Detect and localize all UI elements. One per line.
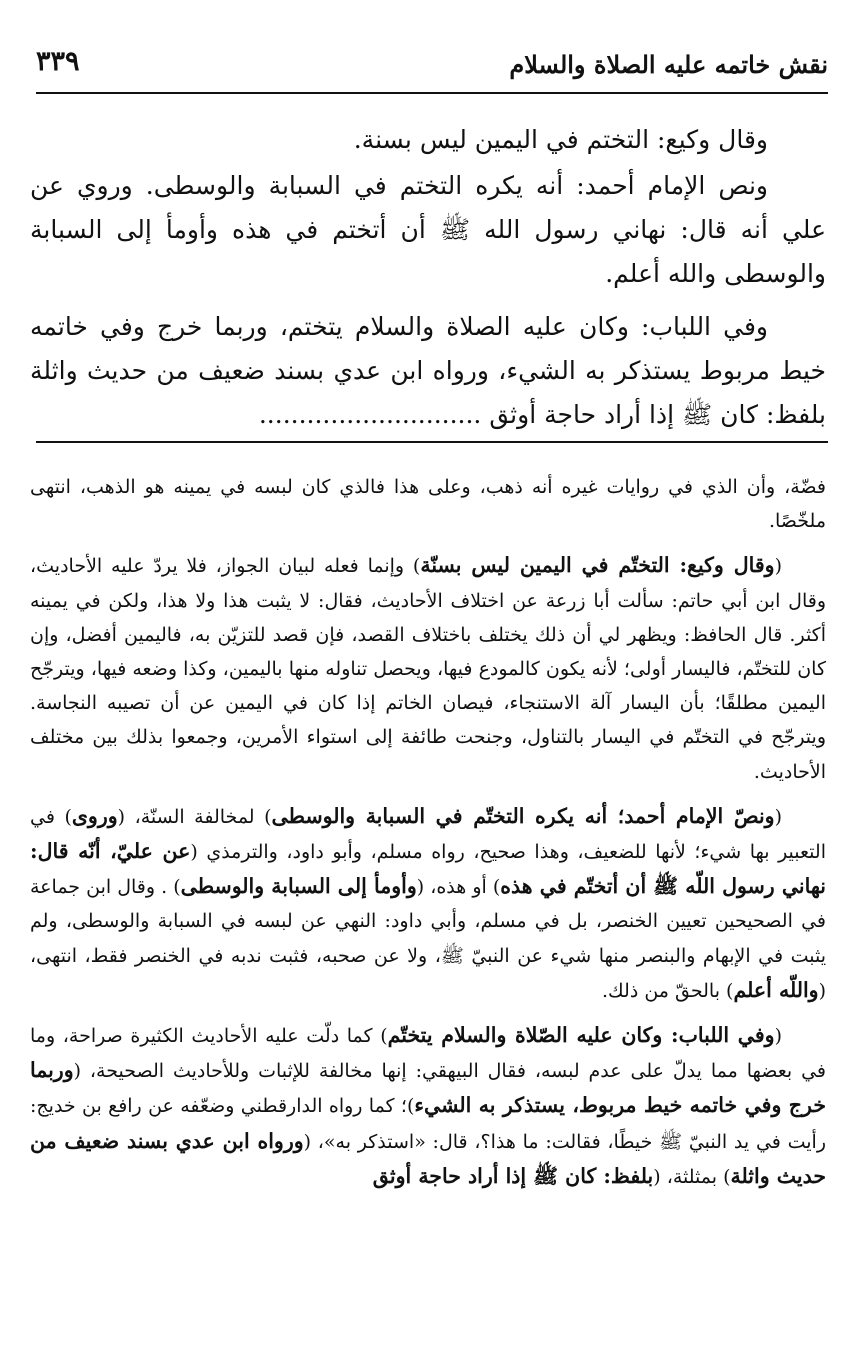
commentary-paragraph: فضّة، وأن الذي في روايات غيره أنه ذهب، وعلى هذا فالذي كان لبسه في يمينه هو الذهب، انتهى ملخّصًا. xyxy=(30,476,826,533)
quoted-matn: عن عليّ، أنّه قال: نهاني رسول اللّه ﷺ أن أتختّم في هذه xyxy=(30,839,827,899)
text-segment: ) أو هذه، ( xyxy=(416,876,501,899)
matn-paragraph: وقال وكيع: التختم في اليمين ليس بسنة. xyxy=(353,125,768,154)
commentary-paragraph xyxy=(30,799,826,1008)
text-segment: )؛ كما رواه الدارقطني وضعّفه عن رافع بن خديج: رأيت في يد النبيّ ﷺ خيطًا، فقالت: ما هذا؟، قال: «استذكر به»، ( xyxy=(30,1095,827,1153)
quoted-matn: ونصّ الإمام أحمد؛ أنه يكره التختّم في السبابة والوسطى xyxy=(271,803,775,828)
text-segment: ( xyxy=(774,805,782,828)
text-segment: ) في التعبير بها شيء؛ لأنها للضعيف، وهذا صحيح، رواه مسلم، وأبو داود، والترمذي ( xyxy=(30,805,826,864)
text-segment: ( xyxy=(774,555,782,578)
commentary-paragraph xyxy=(30,1018,826,1194)
matn-paragraph: ونص الإمام أحمد: أنه يكره التختم في السبابة والوسطى. وروي عن علي أنه قال: نهاني رسول الله ﷺ أن أتختم في هذه وأومأ إلى السبابة والوسطى والله أعلم. xyxy=(30,171,826,288)
matn-paragraph xyxy=(30,305,826,437)
text-segment: ) بمثلثة، ( xyxy=(653,1165,731,1188)
quoted-matn: وربما خرج وفي خاتمه خيط مربوط، يستذكر به الشيء xyxy=(30,1058,826,1118)
divider-line xyxy=(36,441,828,443)
text-segment: ) بالحقّ من ذلك. xyxy=(602,979,734,1002)
matn-text: وفي اللباب: وكان عليه الصلاة والسلام يتختم، وربما خرج وفي خاتمه خيط مربوط يستذكر به الشيء، ورواه ابن عدي بسند ضعيف من حديث واثلة بلفظ: كان ﷺ إذا أراد حاجة أوثق xyxy=(30,312,826,429)
commentary-paragraph xyxy=(30,548,826,788)
quoted-matn: وفي اللباب: وكان عليه الصّلاة والسلام يتختّم xyxy=(387,1023,775,1048)
quoted-matn: وروى xyxy=(71,803,118,828)
commentary-text xyxy=(30,470,826,1204)
text-segment: ) كما دلّت عليه الأحاديث الكثيرة صراحة، وما في بعضها مما يدلّ على عدم لبسه، فقال البيهقي: إنها مخالفة للإثبات وللأحاديث الصحيحة، ( xyxy=(30,1025,826,1083)
quoted-matn: بلفظ: كان ﷺ إذا أراد حاجة أوثق xyxy=(372,1163,654,1188)
main-text xyxy=(30,118,826,446)
quoted-matn: وقال وكيع: التختّم في اليمين ليس بسنّة xyxy=(420,553,775,578)
quoted-matn: ورواه ابن عدي بسند ضعيف من حديث واثلة xyxy=(30,1128,826,1188)
text-segment: ) لمخالفة السنّة، ( xyxy=(117,805,272,828)
quoted-matn: واللّه أعلم xyxy=(733,977,819,1002)
continuation-dots: ............................ xyxy=(258,400,482,429)
text-segment: ) وإنما فعله لبيان الجواز، فلا يردّ عليه الأحاديث، وقال ابن أبي حاتم: سألت أبا زرعة عن اختلاف الأحاديث، فقال: لا يثبت هذا ولا هذا، ولكن في يمينه أكثر. قال الحافظ: ويظهر لي أن ذلك يختلف باختلاف القصد، فإن قصد للتزيّن به، فاليمين أفضل، وإن كان للتختّم، فاليسار أولى؛ لأنه يكون كالمودع فيها، ويحصل تناوله منها باليمين، وكذا وضعه فيها، ويترجّح اليمين مطلقًا؛ بأن اليسار آلة الاستنجاء، فيصان الخاتم إذا كان في اليمين عن أن تصيبه النجاسة. ويترجّح في التختّم في اليسار بالتناول، وجنحت طائفة إلى استواء الأمرين، وجمعوا بذلك بين مختلف الأحاديث. xyxy=(30,555,826,783)
quoted-matn: وأومأ إلى السبابة والوسطى xyxy=(180,874,417,899)
text-segment: ( xyxy=(774,1025,782,1048)
running-title: نقش خاتمه عليه الصلاة والسلام xyxy=(509,50,828,79)
page-header xyxy=(36,44,828,94)
text-segment: ) . وقال ابن جماعة في الصحيحين تعيين الخنصر، بل في مسلم، وأبي داود: النهي عن لبسه في السبابة والوسطى، ولم يثبت في الإبهام والبنصر منها شيء عن النبيّ ﷺ، ولا عن صحبه، فثبت ندبه في الخنصر فقط، انتهى، ( xyxy=(30,876,826,1002)
page-number: ٣٣٩ xyxy=(36,46,80,77)
